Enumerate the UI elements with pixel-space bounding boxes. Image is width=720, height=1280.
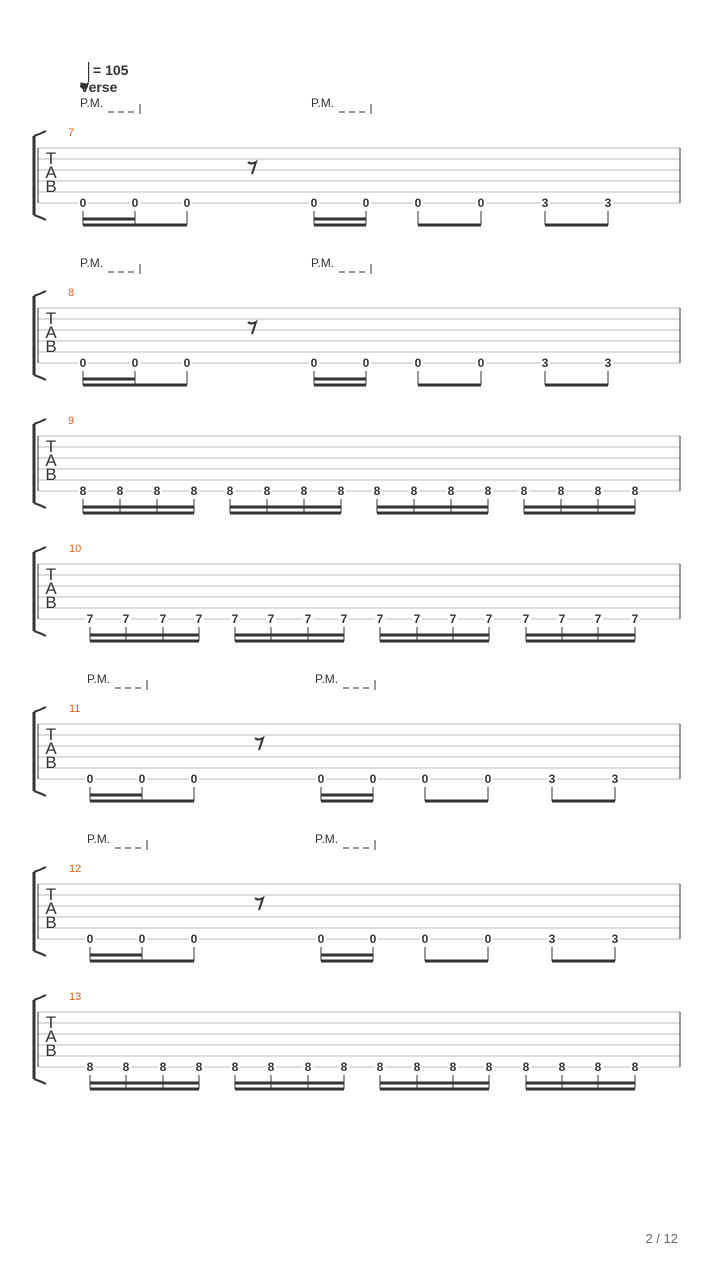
fret-number: 0 <box>414 356 422 370</box>
fret-number: 7 <box>267 612 275 626</box>
eighth-rest-shape <box>248 162 256 174</box>
tab-clef-letter: T <box>45 885 57 904</box>
tab-system <box>34 672 680 801</box>
fret-number: 3 <box>611 772 619 786</box>
fret-number: 8 <box>153 484 161 498</box>
fret-number: 0 <box>317 932 325 946</box>
tab-clef-letter: B <box>45 913 57 932</box>
palm-mute-label: P.M. <box>311 256 335 270</box>
fret-number: 3 <box>541 196 549 210</box>
bracket-top-hook <box>34 291 46 296</box>
fret-number: 8 <box>557 484 565 498</box>
bracket-bottom-hook <box>34 1079 46 1084</box>
bracket-top-hook <box>34 547 46 552</box>
fret-number: 7 <box>304 612 312 626</box>
fret-number: 7 <box>340 612 348 626</box>
fret-number: 8 <box>484 484 492 498</box>
fret-number: 0 <box>477 196 485 210</box>
fret-number: 7 <box>558 612 566 626</box>
fret-number: 7 <box>594 612 602 626</box>
fret-number: 8 <box>447 484 455 498</box>
bracket-top-hook <box>34 419 46 424</box>
fret-number: 8 <box>413 1060 421 1074</box>
tab-clef-letter: A <box>45 899 57 918</box>
fret-number: 0 <box>369 772 377 786</box>
fret-number: 3 <box>541 356 549 370</box>
bracket-top-hook <box>34 131 46 136</box>
fret-number: 7 <box>522 612 530 626</box>
bracket-bottom-hook <box>34 951 46 956</box>
tab-clef-letter: T <box>45 1013 57 1032</box>
tempo-value: = 105 <box>93 62 129 78</box>
fret-number: 0 <box>317 772 325 786</box>
fret-number: 3 <box>604 356 612 370</box>
bracket-top-hook <box>34 995 46 1000</box>
fret-number: 8 <box>304 1060 312 1074</box>
tab-system <box>34 256 680 385</box>
tab-system <box>34 832 680 961</box>
bracket-top-hook <box>34 867 46 872</box>
page-number: 2 / 12 <box>645 1231 678 1246</box>
fret-number: 0 <box>421 772 429 786</box>
fret-number: 0 <box>86 932 94 946</box>
fret-number: 7 <box>485 612 493 626</box>
palm-mute-label: P.M. <box>315 832 339 846</box>
fret-number: 0 <box>362 356 370 370</box>
fret-number: 8 <box>520 484 528 498</box>
fret-number: 7 <box>159 612 167 626</box>
tab-clef-letter: B <box>45 593 57 612</box>
eighth-rest-shape <box>248 322 256 334</box>
fret-number: 0 <box>190 772 198 786</box>
palm-mute-label: P.M. <box>311 96 335 110</box>
tab-clef-letter: T <box>45 725 57 744</box>
tab-system <box>34 991 680 1089</box>
fret-number: 0 <box>183 196 191 210</box>
tab-system <box>34 96 680 225</box>
fret-number: 8 <box>86 1060 94 1074</box>
palm-mute-label: P.M. <box>87 672 111 686</box>
fret-number: 8 <box>79 484 87 498</box>
tab-clef-letter: B <box>45 337 57 356</box>
fret-number: 8 <box>337 484 345 498</box>
fret-number: 0 <box>131 196 139 210</box>
tab-clef-letter: B <box>45 753 57 772</box>
fret-number: 8 <box>558 1060 566 1074</box>
fret-number: 3 <box>604 196 612 210</box>
fret-number: 8 <box>631 484 639 498</box>
bracket-bottom-hook <box>34 503 46 508</box>
fret-number: 7 <box>86 612 94 626</box>
fret-number: 0 <box>183 356 191 370</box>
tab-clef-letter: T <box>45 565 57 584</box>
fret-number: 0 <box>310 196 318 210</box>
tab-clef-letter: A <box>45 323 57 342</box>
tab-clef-letter: A <box>45 739 57 758</box>
tab-clef-letter: A <box>45 1027 57 1046</box>
fret-number: 8 <box>231 1060 239 1074</box>
fret-number: 7 <box>122 612 130 626</box>
eighth-rest-shape <box>255 738 263 750</box>
fret-number: 0 <box>484 772 492 786</box>
fret-number: 3 <box>548 932 556 946</box>
fret-number: 8 <box>485 1060 493 1074</box>
fret-number: 7 <box>631 612 639 626</box>
fret-number: 0 <box>131 356 139 370</box>
fret-number: 8 <box>631 1060 639 1074</box>
measure-number: 8 <box>68 287 75 299</box>
fret-number: 8 <box>122 1060 130 1074</box>
fret-number: 8 <box>522 1060 530 1074</box>
fret-number: 8 <box>116 484 124 498</box>
fret-number: 8 <box>373 484 381 498</box>
tab-clef-letter: T <box>45 309 57 328</box>
fret-number: 0 <box>414 196 422 210</box>
measure-number: 7 <box>68 127 75 139</box>
fret-number: 0 <box>362 196 370 210</box>
bracket-bottom-hook <box>34 375 46 380</box>
tab-clef-letter: T <box>45 149 57 168</box>
fret-number: 0 <box>369 932 377 946</box>
fret-number: 8 <box>410 484 418 498</box>
fret-number: 8 <box>594 1060 602 1074</box>
fret-number: 8 <box>267 1060 275 1074</box>
fret-number: 7 <box>195 612 203 626</box>
eighth-rest-shape <box>255 898 263 910</box>
bracket-bottom-hook <box>34 215 46 220</box>
fret-number: 0 <box>138 932 146 946</box>
bracket-top-hook <box>34 707 46 712</box>
measure-number: 9 <box>68 415 75 427</box>
tab-clef-letter: A <box>45 451 57 470</box>
palm-mute-label: P.M. <box>80 256 104 270</box>
fret-number: 0 <box>421 932 429 946</box>
fret-number: 8 <box>300 484 308 498</box>
fret-number: 8 <box>376 1060 384 1074</box>
fret-number: 7 <box>413 612 421 626</box>
tab-clef-letter: B <box>45 465 57 484</box>
fret-number: 8 <box>159 1060 167 1074</box>
fret-number: 0 <box>79 196 87 210</box>
fret-number: 0 <box>310 356 318 370</box>
fret-number: 0 <box>484 932 492 946</box>
tab-system <box>34 415 680 513</box>
bracket-bottom-hook <box>34 631 46 636</box>
tab-clef-letter: B <box>45 177 57 196</box>
fret-number: 0 <box>86 772 94 786</box>
palm-mute-label: P.M. <box>87 832 111 846</box>
measure-number: 13 <box>69 991 82 1003</box>
palm-mute-label: P.M. <box>315 672 339 686</box>
fret-number: 7 <box>449 612 457 626</box>
fret-number: 8 <box>226 484 234 498</box>
fret-number: 0 <box>477 356 485 370</box>
fret-number: 8 <box>340 1060 348 1074</box>
palm-mute-label: P.M. <box>80 96 104 110</box>
fret-number: 7 <box>231 612 239 626</box>
fret-number: 8 <box>195 1060 203 1074</box>
fret-number: 8 <box>263 484 271 498</box>
fret-number: 3 <box>611 932 619 946</box>
section-marker: Verse <box>80 79 118 95</box>
tab-system <box>34 543 680 641</box>
fret-number: 0 <box>190 932 198 946</box>
fret-number: 7 <box>376 612 384 626</box>
measure-number: 10 <box>69 543 82 555</box>
fret-number: 8 <box>190 484 198 498</box>
measure-number: 11 <box>69 703 81 715</box>
fret-number: 8 <box>594 484 602 498</box>
tab-clef-letter: B <box>45 1041 57 1060</box>
measure-number: 12 <box>69 863 82 875</box>
fret-number: 8 <box>449 1060 457 1074</box>
fret-number: 0 <box>138 772 146 786</box>
fret-number: 3 <box>548 772 556 786</box>
tab-clef-letter: A <box>45 163 57 182</box>
fret-number: 0 <box>79 356 87 370</box>
bracket-bottom-hook <box>34 791 46 796</box>
tab-clef-letter: A <box>45 579 57 598</box>
tab-clef-letter: T <box>45 437 57 456</box>
